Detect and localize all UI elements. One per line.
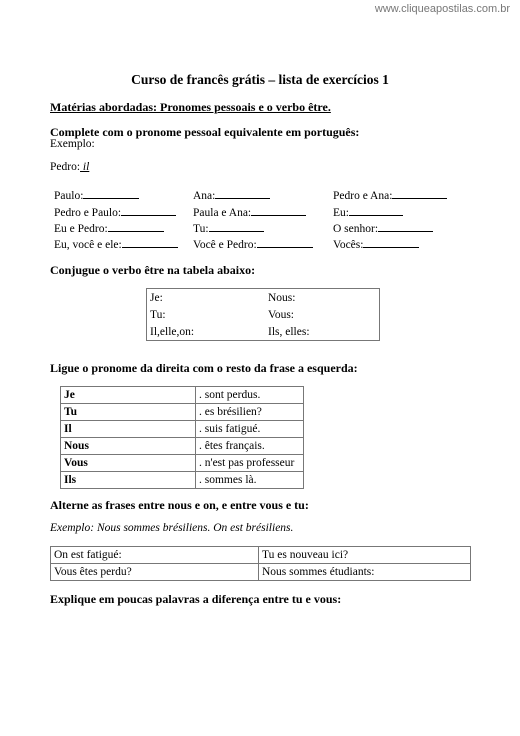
ex1-item: Ana: <box>193 188 270 202</box>
table-row: Ils . sommes là. <box>61 472 304 489</box>
table-row: Vous êtes perdu? Nous sommes étudiants: <box>51 564 471 581</box>
ex4-heading: Alterne as frases entre nous e on, e entre vous e tu: <box>50 498 309 512</box>
ex3-heading: Ligue o pronome da direita com o resto da frase a esquerda: <box>50 361 358 375</box>
ex1-item: Eu: <box>333 205 403 219</box>
table-row: On est fatigué: Tu es nouveau ici? <box>51 547 471 564</box>
ex5-heading: Explique em poucas palavras a diferença entre tu e vous: <box>50 592 342 606</box>
ex1-item: Tu: <box>193 221 264 235</box>
ex1-item: O senhor: <box>333 221 433 235</box>
subjects-line: Matérias abordadas: Pronomes pessoais e o verbo être. <box>50 100 331 114</box>
table-row: Il . suis fatigué. <box>61 421 304 438</box>
ex1-item: Paula e Ana: <box>193 205 306 219</box>
table-row: Il,elle,on: Ils, elles: <box>150 325 310 338</box>
ex1-example-label: Exemplo: <box>50 138 95 150</box>
ex1-item: Vocês: <box>333 237 419 251</box>
page-title: Curso de francês grátis – lista de exercícios 1 <box>131 72 389 87</box>
conjugation-table <box>146 288 380 341</box>
table-row: Nous . êtes français. <box>61 438 304 455</box>
ex1-example-answer: il <box>80 161 90 173</box>
ex1-item: Eu e Pedro: <box>54 221 164 235</box>
ex1-example-prompt: Pedro: <box>50 161 81 173</box>
ex1-item: Pedro e Paulo: <box>54 205 176 219</box>
ex1-item: Paulo: <box>54 188 139 202</box>
table-row: Vous . n'est pas professeur <box>61 455 304 472</box>
table-row: Tu: Vous: <box>150 308 294 321</box>
ex2-heading: Conjugue o verbo être na tabela abaixo: <box>50 263 256 277</box>
ex1-example <box>50 161 89 173</box>
match-table <box>60 386 304 489</box>
table-row: Je . sont perdus. <box>61 387 304 404</box>
table-row: Tu . es brésilien? <box>61 404 304 421</box>
ex1-item: Pedro e Ana: <box>333 188 447 202</box>
ex1-item: Eu, você e ele: <box>54 237 178 251</box>
ex1-item: Você e Pedro: <box>193 237 313 251</box>
table-row: Je: Nous: <box>150 291 296 304</box>
ex4-example: Exemplo: Nous sommes brésiliens. On est brésiliens. <box>50 522 294 534</box>
ex1-heading: Complete com o pronome pessoal equivalente em português: <box>50 125 360 139</box>
alternate-table <box>50 546 471 581</box>
watermark: www.cliqueapostilas.com.br <box>374 3 510 15</box>
